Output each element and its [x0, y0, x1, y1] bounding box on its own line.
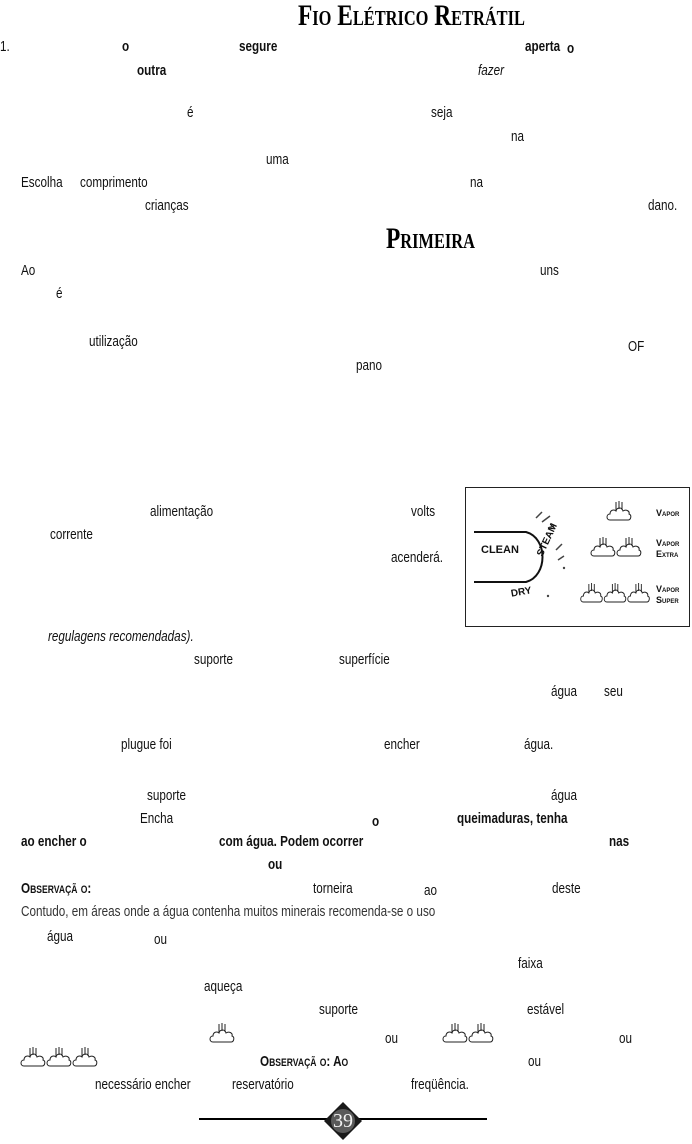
heading-primeira: Primeira — [386, 222, 475, 255]
text-fragment: dano. — [648, 197, 678, 214]
text-fragment: água. — [524, 736, 554, 753]
text-fragment: ao encher o — [21, 833, 87, 850]
text-fragment: crianças — [145, 197, 189, 214]
double-steam-icon — [440, 1022, 496, 1048]
text-fragment: superfície — [339, 651, 390, 668]
text-fragment: ou — [619, 1030, 633, 1047]
text-fragment: regulagens recomendadas). — [48, 628, 194, 645]
vapor-super-label: Vapor — [656, 584, 680, 594]
text-fragment: ao — [424, 882, 438, 899]
text-fragment: é — [187, 104, 194, 121]
text-fragment: OF — [628, 338, 645, 355]
text-fragment: com água. Podem ocorrer — [219, 833, 364, 850]
steam-icon — [207, 1022, 237, 1048]
text-fragment: o — [372, 813, 380, 830]
text-fragment: fazer — [478, 62, 505, 79]
text-fragment: necessário encher — [95, 1076, 191, 1093]
text-fragment: aperta — [525, 38, 561, 55]
text-fragment: estável — [527, 1001, 565, 1018]
text-fragment: torneira — [313, 880, 353, 897]
text-fragment: o — [122, 38, 130, 55]
vapor-extra-label: Extra — [656, 549, 679, 559]
text-fragment: é — [56, 285, 63, 302]
text-fragment: Encha — [140, 810, 174, 827]
text-fragment: comprimento — [80, 174, 148, 191]
text-fragment: suporte — [147, 787, 187, 804]
text-fragment: suporte — [319, 1001, 359, 1018]
text-fragment: uns — [540, 262, 559, 279]
footer-rule-left — [199, 1118, 329, 1120]
text-fragment: o — [567, 40, 575, 57]
text-fragment: Escolha — [21, 174, 63, 191]
text-fragment: reservatório — [232, 1076, 294, 1093]
text-fragment: freqüência. — [411, 1076, 469, 1093]
steam-icon — [604, 500, 634, 526]
text-fragment: Contudo, em áreas onde a água contenha muitos minerais recomenda-se o uso — [21, 903, 436, 920]
vapor-label: Vapor — [656, 508, 680, 518]
text-fragment: acenderá. — [391, 549, 444, 566]
text-fragment: deste — [552, 880, 581, 897]
triple-steam-icon — [578, 582, 654, 608]
text-fragment: Observaçã o: — [21, 880, 92, 897]
text-fragment: água — [551, 787, 578, 804]
text-fragment: água — [551, 683, 578, 700]
vapor-extra-label: Vapor — [656, 538, 680, 548]
footer-rule-right — [357, 1118, 487, 1120]
text-fragment: uma — [266, 151, 289, 168]
text-fragment: na — [470, 174, 484, 191]
text-fragment: aqueça — [204, 978, 243, 995]
vapor-super-label: Super — [656, 595, 679, 605]
dry-label: DRY — [510, 585, 533, 600]
text-fragment: água — [47, 928, 74, 945]
steam-label: STEAM — [535, 521, 560, 559]
text-fragment: nas — [609, 833, 630, 850]
text-fragment: encher — [384, 736, 420, 753]
text-fragment: seja — [431, 104, 453, 121]
text-fragment: queimaduras, tenha — [457, 810, 568, 827]
text-fragment: outra — [137, 62, 167, 79]
text-fragment: 1. — [0, 38, 10, 55]
text-fragment: utilização — [89, 333, 138, 350]
steam-dial-diagram — [465, 487, 690, 627]
text-fragment: faixa — [518, 955, 543, 972]
text-fragment: pano — [356, 357, 383, 374]
text-fragment: ou — [385, 1030, 399, 1047]
heading-fio-eletrico: Fio Elétrico Retrátil — [298, 0, 525, 32]
text-fragment: alimentação — [150, 503, 214, 520]
text-fragment: volts — [411, 503, 436, 520]
triple-steam-icon — [18, 1046, 102, 1072]
text-fragment: ou — [154, 931, 168, 948]
text-fragment: na — [511, 128, 525, 145]
text-fragment: Observaçã o: Ao — [260, 1053, 349, 1070]
page-number: 39 — [333, 1110, 353, 1132]
text-fragment: Ao — [21, 262, 36, 279]
text-fragment: ou — [268, 856, 283, 873]
text-fragment: ou — [528, 1053, 542, 1070]
clean-label: CLEAN — [481, 544, 519, 556]
double-steam-icon — [588, 536, 644, 562]
text-fragment: corrente — [50, 526, 93, 543]
text-fragment: seu — [604, 683, 623, 700]
text-fragment: plugue foi — [121, 736, 172, 753]
text-fragment: suporte — [194, 651, 234, 668]
text-fragment: segure — [239, 38, 278, 55]
